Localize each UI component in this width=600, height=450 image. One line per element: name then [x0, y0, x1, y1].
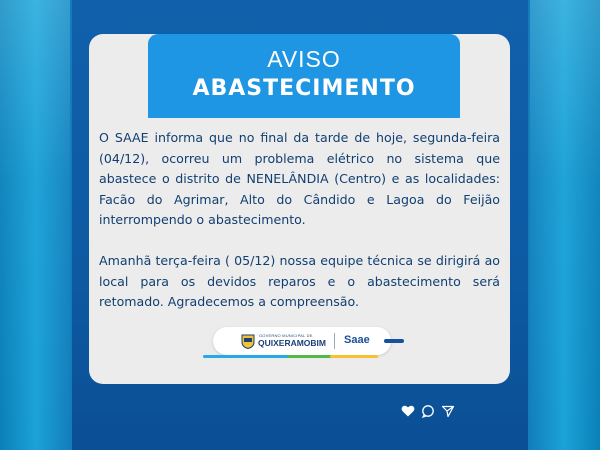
background-glow-left	[0, 0, 70, 450]
header-aviso: AVISO	[267, 46, 341, 72]
header-title: ABASTECIMENTO	[192, 76, 416, 101]
saae-logo: Saae	[344, 334, 370, 346]
logos-bar	[213, 327, 391, 355]
stripe-green	[287, 355, 332, 358]
comment-icon[interactable]	[421, 403, 435, 417]
gov-subtitle: GOVERNO MUNICIPAL DE	[259, 333, 313, 338]
notice-paragraph-2: Amanhã terça-feira ( 05/12) nossa equipe técnica se dirigirá ao local para os devidos reparos e o abastecimento será retomado. Agradecemos a compreensão.	[99, 253, 500, 309]
social-actions	[401, 403, 455, 417]
decorative-dash	[384, 339, 404, 343]
stripe-blue	[203, 355, 290, 358]
stripe-yellow	[330, 355, 378, 358]
city-emblem-icon	[241, 333, 255, 349]
background-glow-right	[530, 0, 600, 450]
notice-body	[99, 128, 500, 333]
heart-icon[interactable]	[401, 403, 415, 417]
logo-divider	[334, 333, 335, 349]
city-name: QUIXERAMOBIM	[258, 338, 326, 348]
share-icon[interactable]	[441, 403, 455, 417]
notice-header	[148, 34, 460, 118]
notice-paragraph-1: O SAAE informa que no final da tarde de hoje, segunda-feira (04/12), ocorreu um problema elétrico no sistema que abastece o distrito de NENELÂNDIA (Centro) e as localidades: Facão do Agrimar, Alto do Cândido e Lagoa do Feijão interrompendo o abastecimento.	[99, 130, 500, 227]
